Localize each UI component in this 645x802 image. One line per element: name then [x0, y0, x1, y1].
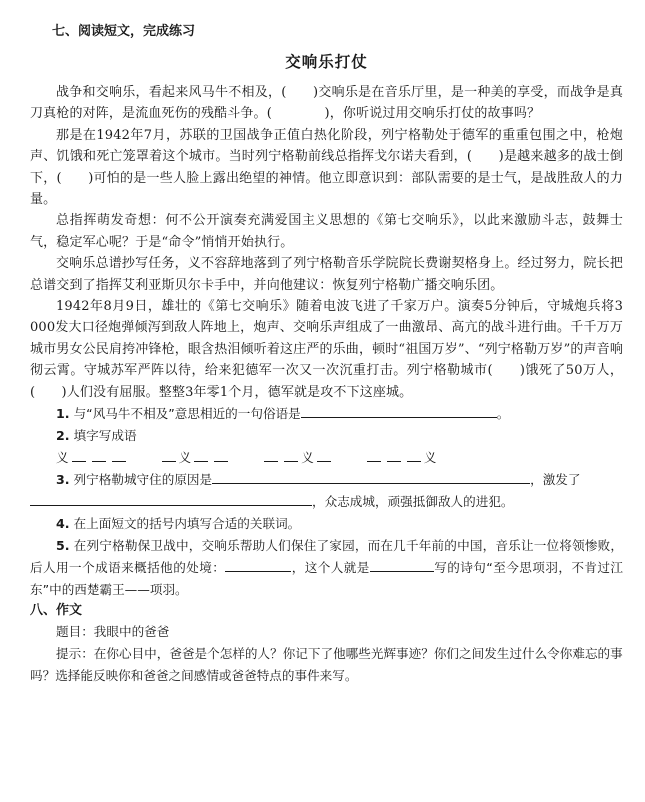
question-number: 2. — [56, 428, 70, 444]
idiom-blank-4[interactable]: 义 — [364, 447, 437, 469]
question-number: 3. — [56, 472, 70, 488]
article-paragraph: 战争和交响乐，看起来风马牛不相及，( )交响乐是在音乐厅里，是一种美的享受，而战争是真刀真枪的对阵，是流血死伤的残酷斗争。( )，你听说过用交响乐打仗的故事吗？ — [30, 85, 623, 122]
composition-topic: 题目：我眼中的爸爸 — [56, 624, 170, 640]
question-text: 列宁格勒城守住的原因是 — [73, 472, 213, 488]
question-4 — [30, 513, 623, 535]
question-text: 填字写成语 — [73, 428, 137, 444]
question-mid: ，这个人就是 — [291, 560, 370, 576]
question-number: 1. — [56, 406, 70, 422]
article-paragraph: 总指挥萌发奇想：何不公开演奏充满爱国主义思想的《第七交响乐》，以此来激励斗志，鼓舞士气，稳定军心呢？于是“命令”悄悄开始执行。 — [30, 213, 623, 250]
idiom-blank-2[interactable]: 义 — [159, 447, 232, 469]
question-number: 4. — [56, 516, 70, 532]
answer-blank[interactable] — [301, 403, 497, 418]
question-1 — [30, 403, 623, 425]
composition-hint: 提示：在你心目中，爸爸是个怎样的人？你记下了他哪些光辉事迹？你们之间发生过什么令你难忘的事吗？选择能反映你和爸爸之间感情或爸爸特点的事件来写。 — [30, 646, 623, 684]
question-3 — [30, 469, 623, 491]
section8-heading: 八、作文 — [30, 603, 83, 619]
article-paragraph: 1942年8月9日，雄壮的《第七交响乐》随着电波飞进了千家万户。演奏5分钟后，守城炮兵将3 000发大口径炮弹倾泻到敌人阵地上，炮声、交响乐声组成了一曲激昂、高亢的战斗进行曲。千千万万城市男女公民肩挎冲锋枪，眼含热泪倾听着这庄严的乐曲，顿时“祖国万岁”、“列宁格勒万岁”的声音响彻云霄。守城苏军严阵以待，给来犯德军一次又一次沉重打击。列宁格勒城市( )饿死了50万人，( )人们没有屈服。整整3年零1个月，德军就是攻不下这座城。 — [30, 299, 623, 400]
question-number: 5. — [56, 538, 70, 554]
question-text: 在上面短文的括号内填写合适的关联词。 — [73, 516, 301, 532]
article-title: 交响乐打仗 — [285, 53, 368, 71]
answer-blank[interactable] — [30, 491, 312, 506]
question-tail: ，众志成城，顽强抵御敌人的进犯。 — [312, 494, 514, 510]
question-text: 在列宁格勒保卫战中，交响乐帮助人们保住了家园，而在几千年前的中国，音乐让一位将领惨败，后人用一个成语来概括他的处境： — [30, 538, 623, 576]
question-2 — [30, 425, 623, 447]
answer-blank[interactable] — [212, 469, 530, 484]
idiom-blanks-row — [30, 447, 623, 469]
section7-heading: 七、阅读短文，完成练习 — [52, 24, 196, 39]
question-end: 。 — [496, 406, 510, 422]
question-3-cont — [30, 491, 623, 513]
article-paragraph: 那是在1942年7月，苏联的卫国战争正值白热化阶段，列宁格勒处于德军的重重包围之中，枪炮声、饥饿和死亡笼罩着这个城市。当时列宁格勒前线总指挥戈尔诺夫看到，( )是越来越多的战士倒下，( )可怕的是一些人脸上露出绝望的神情。他立即意识到：部队需要的是士气，是战胜敌人的力量。 — [30, 127, 623, 208]
article-paragraph: 交响乐总谱抄写任务，义不容辞地落到了列宁格勒音乐学院院长费谢契格身上。经过努力，院长把总谱交到了指挥艾利亚斯贝尔卡手中，并向他建议：恢复列宁格勒广播交响乐团。 — [30, 256, 623, 293]
answer-blank[interactable] — [225, 557, 291, 572]
idiom-blank-1[interactable]: 义 — [56, 447, 129, 469]
question-5 — [30, 535, 623, 601]
question-text: 与“风马牛不相及”意思相近的一句俗语是 — [73, 406, 301, 422]
question-mid: ，激发了 — [530, 472, 581, 488]
answer-blank[interactable] — [370, 557, 434, 572]
question-tail: 写的诗句“至今思项羽，不肯过江东”中的西楚霸王——项羽。 — [30, 560, 624, 598]
idiom-blank-3[interactable]: 义 — [261, 447, 334, 469]
